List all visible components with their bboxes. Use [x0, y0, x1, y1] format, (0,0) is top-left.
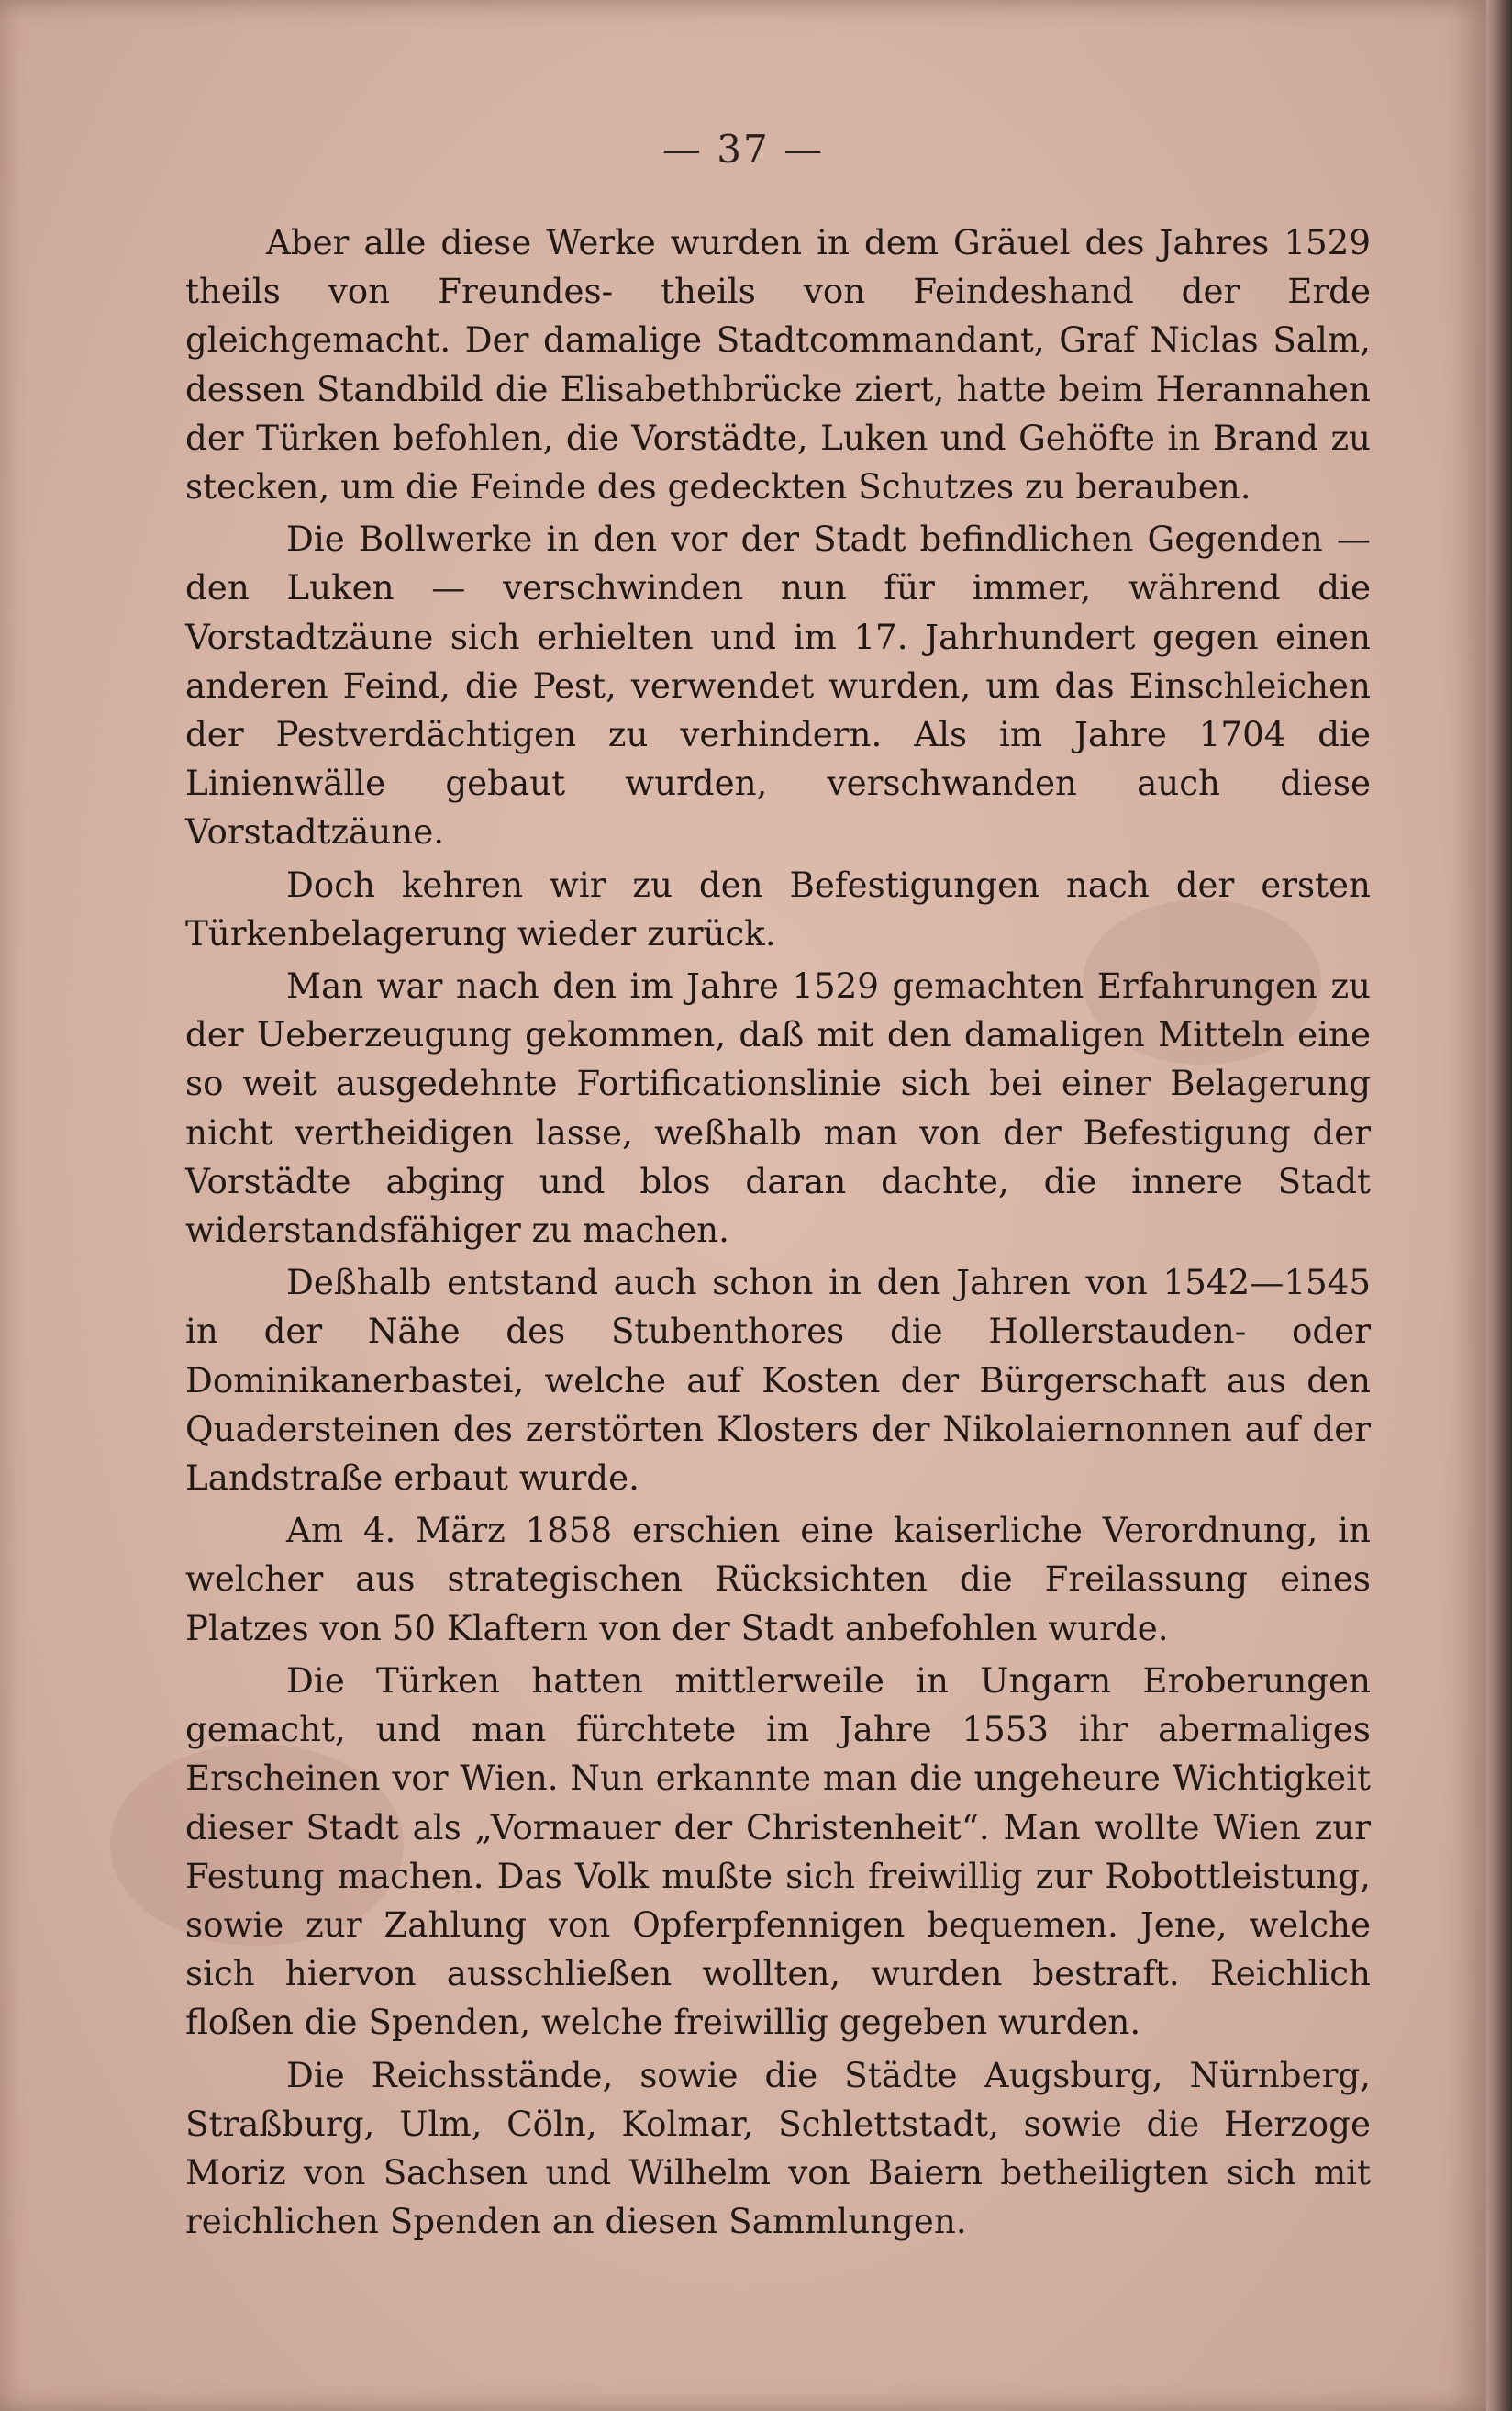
paragraph: Die Reichsstände, sowie die Städte Augsburg, Nürnberg, Straßburg, Ulm, Cöln, Kolmar, Schlettstadt, sowie die Herzoge Moriz von Sachsen und Wilhelm von Baiern betheiligten sich mit reichlichen Spenden an diesen Sammlungen.	[185, 2054, 1371, 2242]
page-number: — 37 —	[662, 127, 825, 172]
paragraph: Die Bollwerke in den vor der Stadt befindlichen Gegenden — den Luken — verschwinden nun für immer, während die Vorstadtzäune sich erhielten und im 17. Jahrhundert gegen einen anderen Feind, die Pest, verwendet wurden, um das Einschleichen der Pestverdächtigen zu verhindern. Als im Jahre 1704 die Linienwälle gebaut wurden, verschwanden auch diese Vorstadtzäune.	[185, 519, 1371, 853]
body-text	[185, 218, 1371, 2249]
paragraph: Doch kehren wir zu den Befestigungen nach der ersten Türkenbelagerung wieder zurück.	[185, 864, 1371, 954]
paragraph: Deßhalb entstand auch schon in den Jahren von 1542—1545 in der Nähe des Stubenthores die Hollerstauden- oder Dominikanerbastei, welche auf Kosten der Bürgerschaft aus den Quadersteinen des zerstörten Klosters der Nikolaiernonnen auf der Landstraße erbaut wurde.	[185, 1262, 1371, 1499]
paragraph: Am 4. März 1858 erschien eine kaiserliche Verordnung, in welcher aus strategischen Rücksichten die Freilassung eines Platzes von 50 Klaftern von der Stadt anbefohlen wurde.	[185, 1510, 1371, 1648]
paragraph: Aber alle diese Werke wurden in dem Gräuel des Jahres 1529 theils von Freundes- theils von Feindeshand der Erde gleichgemacht. Der damalige Stadtcommandant, Graf Niclas Salm, dessen Standbild die Elisabethbrücke ziert, hatte beim Herannahen der Türken befohlen, die Vorstädte, Luken und Gehöfte in Brand zu stecken, um die Feinde des gedeckten Schutzes zu berauben.	[185, 222, 1371, 508]
paragraph: Man war nach den im Jahre 1529 gemachten Erfahrungen zu der Ueberzeugung gekommen, daß mit den damaligen Mitteln eine so weit ausgedehnte Fortificationslinie sich bei einer Belagerung nicht vertheidigen lasse, weßhalb man von der Befestigung der Vorstädte abging und blos daran dachte, die innere Stadt widerstandsfähiger zu machen.	[185, 966, 1371, 1251]
page-edge-shadow	[1486, 0, 1512, 2411]
paragraph: Die Türken hatten mittlerweile in Ungarn Eroberungen gemacht, und man fürchtete im Jahre 1553 ihr abermaliges Erscheinen vor Wien. Nun erkannte man die ungeheure Wichtigkeit dieser Stadt als „Vormauer der Christenheit“. Man wollte Wien zur Festung machen. Das Volk mußte sich freiwillig zur Robottleistung, sowie zur Zahlung von Opferpfennigen bequemen. Jene, welche sich hiervon ausschließen wollten, wurden bestraft. Reichlich floßen die Spenden, welche freiwillig gegeben wurden.	[185, 1659, 1371, 2043]
